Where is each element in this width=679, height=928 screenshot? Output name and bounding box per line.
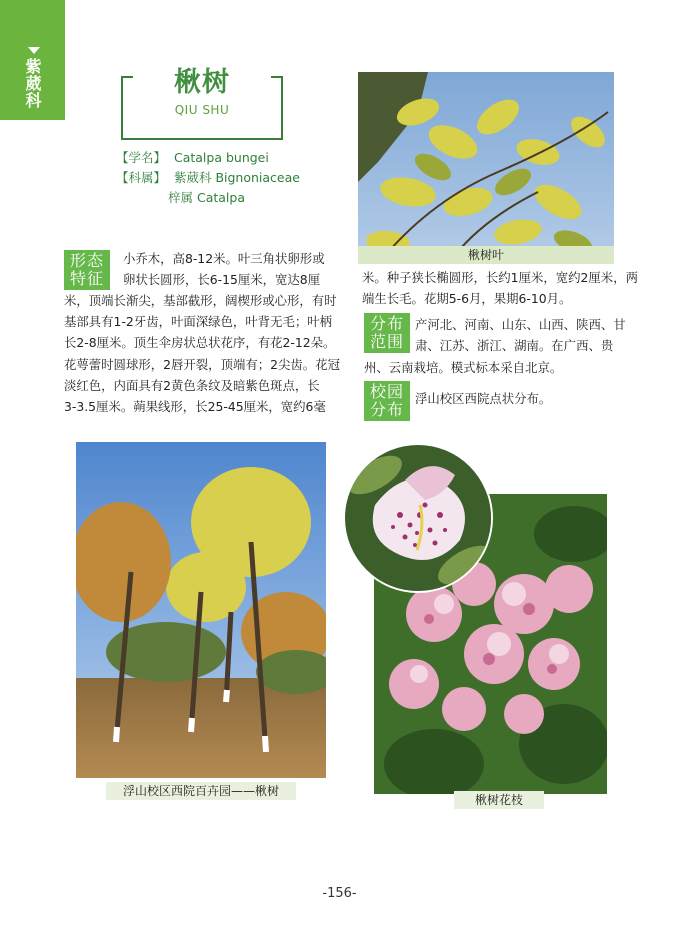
section-tab-label: 紫葳科 <box>23 58 42 109</box>
page-title: 楸树 <box>174 67 230 98</box>
leaf-caption: 楸树叶 <box>358 246 614 264</box>
distribution-text <box>364 357 654 378</box>
page-number: -156- <box>322 886 357 901</box>
family-name: 紫葳科 Bignoniaceae <box>173 170 300 185</box>
campus-badge-line2: 分布 <box>369 400 404 419</box>
morphology-line: 基部具有1-2牙齿，叶面深绿色，叶背无毛；叶柄 <box>64 314 333 330</box>
flower-closeup-photo <box>343 443 493 593</box>
flower-caption: 楸树花枝 <box>454 791 544 809</box>
morphology-line: 端生长毛。花期5-6月，果期6-10月。 <box>362 291 572 307</box>
morphology-line: 3-3.5厘米。蒴果线形，长25-45厘米，宽约6毫 <box>64 399 326 415</box>
campus-badge <box>364 381 410 421</box>
morphology-line: 小乔木，高8-12米。叶三角状卵形或 <box>123 251 325 266</box>
distribution-badge <box>364 313 410 353</box>
campus-text: 浮山校区西院点状分布。 <box>415 391 552 406</box>
morphology-line: 卵状长圆形，长6-15厘米，宽达8厘 <box>123 272 321 288</box>
morphology-badge <box>64 250 110 290</box>
taxonomy-block <box>116 148 356 208</box>
morphology-line: 淡红色，内面具有2黄色条纹及暗紫色斑点，长 <box>64 377 320 393</box>
leaf-photo <box>358 72 614 264</box>
morphology-line: 花萼蕾时圆球形，2唇开裂，顶端有；2尖齿。花冠 <box>64 356 340 372</box>
page-title-pinyin: QIU SHU <box>174 103 230 117</box>
distribution-line: 产河北、河南、山东、山西、陕西、甘 <box>415 317 626 332</box>
morphology-line: 米。种子狭长椭圆形，长约1厘米，宽约2厘米，两 <box>362 270 638 285</box>
morphology-line: 长2-8厘米。顶生伞房状总状花序，有花2-12朵。 <box>64 335 336 351</box>
morphology-line: 米，顶端长渐尖，基部截形，阔楔形或心形，有时 <box>64 293 337 308</box>
distribution-text-top <box>415 314 635 356</box>
campus-badge-line1: 校园 <box>369 382 404 401</box>
distribution-badge-line2: 范围 <box>369 332 404 351</box>
garden-caption: 浮山校区西院百卉园——楸树 <box>106 782 296 800</box>
scientific-name: Catalpa bungei <box>173 150 269 165</box>
family-label: 【科属】 <box>116 170 167 185</box>
garden-photo <box>76 442 326 778</box>
scientific-name-label: 【学名】 <box>116 150 167 165</box>
morphology-continued <box>362 267 652 309</box>
morphology-text-top <box>123 248 349 290</box>
morphology-text <box>64 290 354 417</box>
distribution-badge-line1: 分布 <box>369 314 404 333</box>
morphology-badge-line1: 形态 <box>69 251 104 270</box>
morphology-badge-line2: 特征 <box>69 269 104 288</box>
distribution-line: 州、云南栽培。模式标本采自北京。 <box>364 360 563 375</box>
section-tab <box>0 0 65 120</box>
distribution-line: 肃、江苏、浙江、湖南。在广西、贵 <box>415 338 614 354</box>
triangle-down-icon <box>28 47 40 54</box>
genus-name: 梓属 Catalpa <box>168 190 245 205</box>
